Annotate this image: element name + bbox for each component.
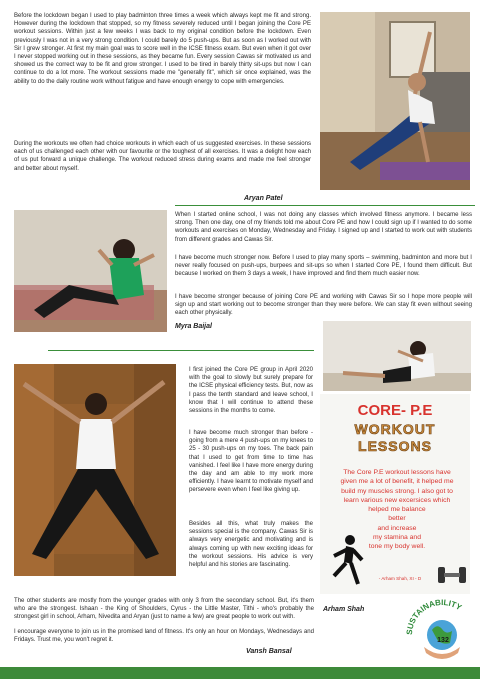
poster-subtitle-workout: WORKOUT [354, 421, 436, 437]
quote-line: given me a lot of benefit, it helped me [340, 478, 454, 486]
author-arham-shah: Arham Shah [323, 606, 365, 613]
aryan-paragraph-2: During the workouts we often had choice workouts in which each of us suggested exercises. In these sessions each of us challenged each other with our favourite or the toughest of all exercises. It was a delight how each of us put forward a unique challenge. The workout reduced stress during exams and made me feel stronger and better about myself. [14, 141, 311, 172]
page-number: 132 [437, 637, 449, 644]
divider-2 [48, 350, 314, 351]
quote-line: helped me balance [368, 506, 426, 514]
quote-line: tone my body well. [368, 543, 426, 551]
photo-star-jump [14, 364, 176, 576]
poster-attribution: - Arham Shah, XI - D [378, 576, 422, 581]
vansh-paragraph-1: I first joined the Core PE group in April 2020 with the goal to slowly but surely prepare for the ICSE physical efficiency tests. But, now as I pass the tenth standard and leave school, I know that I will continue to attend these sessions in the months to come. [189, 367, 313, 415]
vansh-paragraph-3: Besides all this, what truly makes the sessions special is the company. Cawas Sir is always very energetic and motivating and is always coming up with new exciting ideas for the workout sessions. His advice is very helpful and his stories are fascinating. [189, 521, 313, 569]
dumbbell-icon [438, 564, 466, 586]
vansh-paragraph-4: The other students are mostly from the younger grades with only 3 from the secondary school. But, it's them who are the strongest. Ishaan - the King of Shoulders, Cyrus - the Little Master, Tithi - who's probably the strongest girl in school, Arham, Nivedita and Aryan (just to name a few) are great people to work out with. [14, 598, 314, 621]
poster-title: CORE- P.E [357, 402, 433, 419]
myra-paragraph-2: I have become much stronger now. Before I used to play many sports – swimming, badminton and more but I never really focused on push-ups, burpees and sit-ups so when I started Core PE, I found them difficult. But because I worked on them 3 days a week, I have improved and find them much easier now. [175, 255, 472, 278]
quote-line: learn various new excersices which [343, 496, 451, 504]
badge-arc-text: SUSTAINABILITY [404, 597, 464, 636]
vansh-paragraph-2: I have become much stronger than before - going from a mere 4 push-ups on my knees to 25 - 30 push-ups on my toes. The back pain that I used to get from time to time has vanished. I feel like I have more energy during the day and am able to my work more efficiently. I have learnt to motivate myself and persevere even when I feel like giving up. [189, 430, 313, 494]
myra-paragraph-3: I have become stronger because of joining Core PE and working with Cawas Sir so I hope more people will sign up and start working out to become stronger than they were before. We can stay fit even without seeing each other physically. [175, 294, 472, 317]
core-pe-poster [320, 394, 470, 594]
myra-paragraph-1: When I started online school, I was not doing any classes which involved fitness anymore. I became less strong. Then one day, one of my friends told me about Core PE and how I could sign up if I wanted to do some workouts and exercises on Monday, Wednesday and Friday. I signed up and I started to work out with students from different grades and Cawas Sir. [175, 212, 472, 243]
footer-bar [0, 667, 480, 679]
author-vansh-bansal: Vansh Bansal [246, 648, 292, 655]
quote-line: build my muscles strong. I also got to [341, 487, 453, 495]
vansh-paragraph-5: I encourage everyone to join us in the promised land of fitness. It's only an hour on Mondays, Wednesdays and Fridays. Trust me, you won't regret it. [14, 629, 314, 644]
aryan-paragraph-1: Before the lockdown began I used to play badminton three times a week which always kept me fit and strong. However during the lockdown that stopped, so my fitness severely reduced until I began joining the Core PE workout sessions. Within just a few weeks I was back to my original condition before the lockdown. Even previously I was not in a very strong condition. I could barely do 5 push-ups. But as soon as I worked out with Sir I grew stronger. At first my main goal was to score well in the ICSE fitness exam. But even when it got over I never stopped working out in these sessions, as they became fun. Every session Cawas sir motivated us and showed us the correct way to be fit and grow stronger. I used to be tired in barely thirty sit-ups but now I can continue to do a lot more. The workout sessions made me "generally fit", which sir once explained, was the ability to do the daily routine work without fatigue and have enough energy to cope with emergencies. [14, 13, 311, 85]
divider-1 [175, 205, 475, 206]
quote-line: my stamina and [373, 534, 421, 542]
photo-situps [14, 210, 167, 332]
author-myra-baijal: Myra Baijal [175, 323, 212, 330]
quote-line: and increase [377, 524, 417, 532]
sustainability-badge [404, 585, 478, 665]
photo-side-plank [320, 12, 470, 190]
poster-subtitle-lessons: LESSONS [358, 438, 432, 454]
photo-arham-crunch [323, 321, 471, 391]
quote-line: The Core P.E workout lessons have [343, 469, 451, 476]
author-aryan-patel: Aryan Patel [244, 195, 283, 202]
quote-line: better [388, 515, 406, 523]
